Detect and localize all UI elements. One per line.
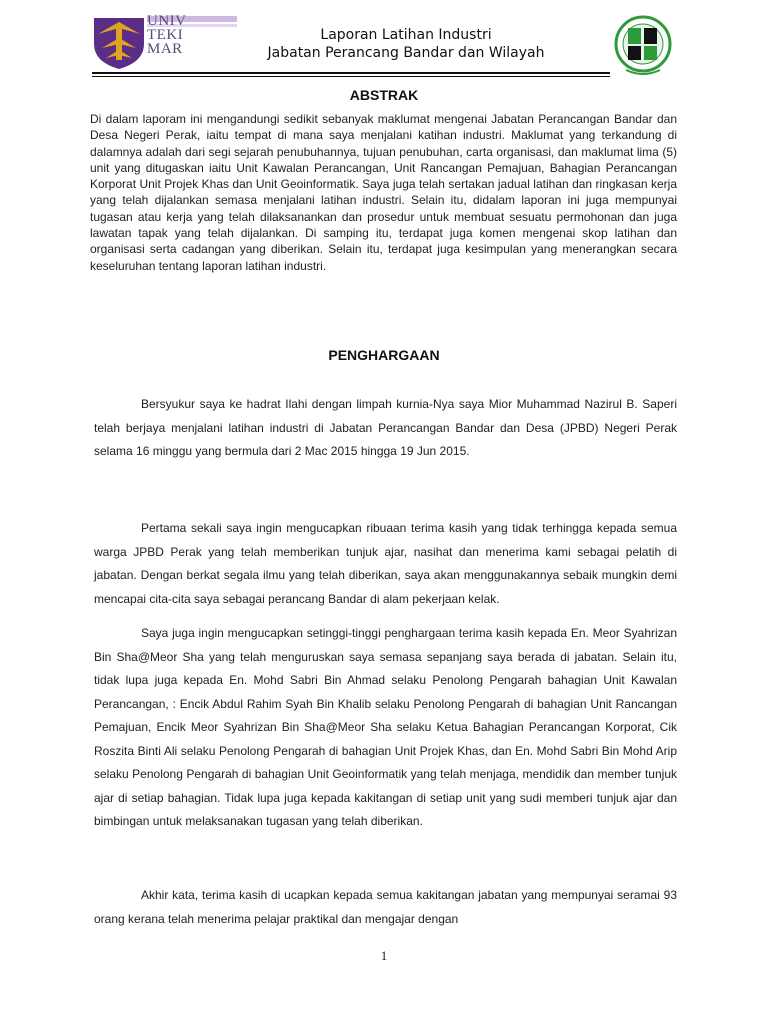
- page-header: [0, 0, 768, 82]
- acknowledgement-heading: PENGHARGAAN: [328, 347, 440, 363]
- header-title-line-2: Jabatan Perancang Bandar dan Wilayah: [267, 45, 545, 61]
- header-title-line-1: Laporan Latihan Industri: [320, 27, 492, 43]
- abstract-body: Di dalam laporam ini mengandungi sedikit sebanyak maklumat mengenai Jabatan Perancangan Bandar dan Desa Negeri Perak, iaitu tempat di mana saya menjalani katihan industri. Maklumat yang terkandung di dalamnya adalah dari segi sejarah penubuhannya, tujuan penubuhan, carta organisasi, dan maklumat lima (5) unit yang ditugaskan iaitu Unit Kawalan Perancangan, Unit Rancangan Pemajuan, Bahagian Perancangan Korporat Unit Projek Khas dan Unit Geoinformatik. Saya juga telah sertakan jadual latihan dan ringkasan kerja yang telah dijalankan semasa menjalani latihan industri. Selain itu, didalam laporan ini juga mempunyai tugasan atau kerja yang telah dilaksanankan dan prosedur untuk membuat sesuatu permohonan dan juga lawatan tapak yang telah dijalankan. Di samping itu, terdapat juga komen mengenai skop latihan dan organisasi serta cadangan yang diberikan. Selain itu, terdapat juga kesimpulan yang menerangkan secara keseluruhan tentang laporan latihan industri.: [90, 112, 677, 273]
- page-number: 1: [380, 948, 388, 963]
- header-title: [236, 26, 576, 62]
- university-line-2: TEKI: [147, 27, 184, 43]
- acknowledgement-paragraph-2: Pertama sekali saya ingin mengucapkan ribuaan terima kasih yang tidak terhingga kepada semua warga JPBD Perak yang telah memberikan tunjuk ajar, nasihat dan menerima kami sebagai pelatih di jabatan. Dengan berkat segala ilmu yang telah diberikan, saya akan menggunakannya sebaik mungkin demi mencapai cita-cita saya sebagai perancang Bandar di alam pekerjaan kelak.: [94, 521, 677, 606]
- acknowledgement-paragraph-4: Akhir kata, terima kasih di ucapkan kepada semua kakitangan jabatan yang mempunyai seramai 93 orang kerana telah menerima pelajar praktikal dan mengajar dengan: [94, 888, 677, 926]
- university-line-1: UNIV: [147, 13, 187, 29]
- acknowledgement-paragraph-1: Bersyukur saya ke hadrat Ilahi dengan limpah kurnia-Nya saya Mior Muhammad Nazirul B. Saperi telah berjaya menjalani latihan industri di Jabatan Perancangan Bandar dan Desa (JPBD) Negeri Perak selama 16 minggu yang bermula dari 2 Mac 2015 hingga 19 Jun 2015.: [94, 397, 677, 458]
- jpbd-logo: [614, 14, 672, 78]
- university-line-3: MAR: [147, 41, 183, 57]
- header-rule-thick: [92, 72, 610, 74]
- university-name-partial: [147, 14, 187, 56]
- acknowledgement-paragraph-3: Saya juga ingin mengucapkan setinggi-tinggi penghargaan terima kasih kepada En. Meor Syahrizan Bin Sha@Meor Sha yang telah menguruskan saya semasa sepanjang saya berada di jabatan. Selain itu, tidak lupa juga kepada En. Mohd Sabri Bin Ahmad selaku Penolong Pengarah bahagian Unit Kawalan Perancangan, : Encik Abdul Rahim Syah Bin Khalib selaku Penolong Pengarah di bahagian Unit Rancangan Pemajuan, Encik Meor Syahrizan Bin Sha@Meor Sha selaku Ketua Bahagian Perancangan Korporat, Cik Roszita Binti Ali selaku Penolong Pengarah di bahagian Unit Projek Khas, dan En. Mohd Sabri Bin Mohd Arip selaku Penolong Pengarah di bahagian Unit Geoinformatik yang telah menjaga, mendidik dan member tunjuk ajar di setiap bahagian. Tidak lupa juga kepada kakitangan di setiap unit yang sudi memberi tunjuk ajar dan bimbingan untuk melaksanakan tugasan yang telah diberikan.: [94, 626, 677, 828]
- abstract-heading: ABSTRAK: [349, 87, 419, 103]
- header-rule-thin: [92, 76, 610, 77]
